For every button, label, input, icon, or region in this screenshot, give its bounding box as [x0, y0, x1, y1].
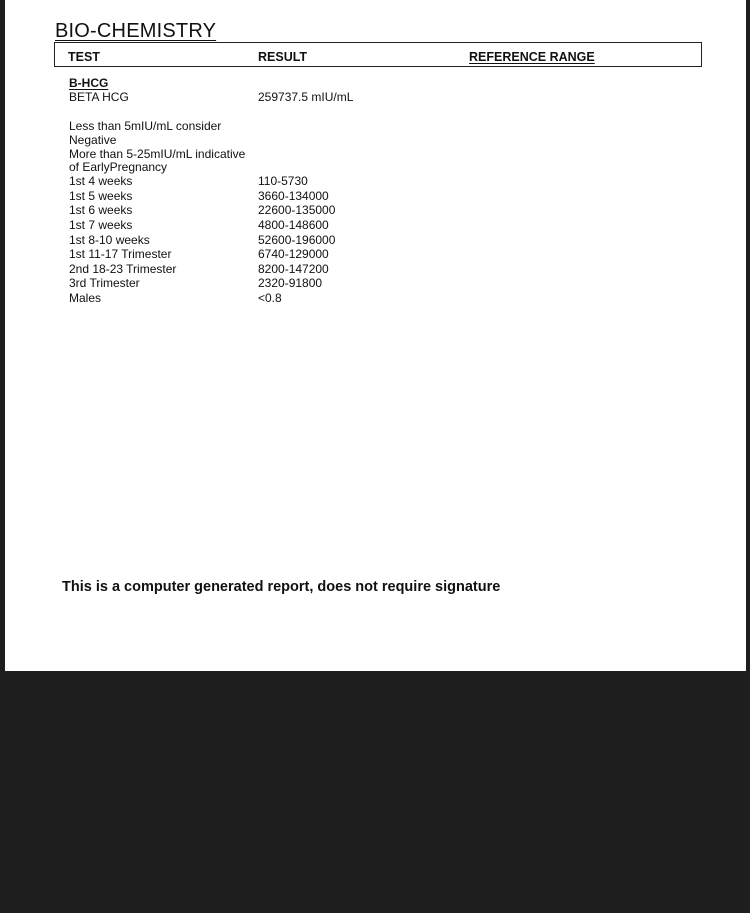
reference-row-label: 1st 7 weeks — [69, 218, 133, 232]
reference-row-label: 1st 4 weeks — [69, 174, 133, 188]
test-result: 259737.5 mIU/mL — [258, 90, 354, 104]
reference-row-label: 1st 11-17 Trimester — [69, 247, 172, 261]
reference-row-label: 1st 5 weeks — [69, 189, 133, 203]
reference-row-label: 1st 6 weeks — [69, 203, 133, 217]
test-group-title: B-HCG — [69, 76, 109, 90]
reference-row-range: <0.8 — [258, 291, 282, 305]
reference-row-label: 1st 8-10 weeks — [69, 233, 150, 247]
column-header-test: TEST — [68, 50, 100, 64]
interpretation-line: Less than 5mIU/mL consider — [69, 119, 222, 133]
interpretation-line: Negative — [69, 133, 117, 147]
reference-row-range: 110-5730 — [258, 174, 308, 188]
reference-row-range: 6740-129000 — [258, 247, 329, 261]
reference-row-range: 4800-148600 — [258, 218, 329, 232]
column-header-result: RESULT — [258, 50, 308, 64]
footer-note: This is a computer generated report, does not require signature — [62, 579, 501, 595]
interpretation-line: More than 5-25mIU/mL indicative — [69, 147, 246, 161]
reference-row-range: 2320-91800 — [258, 276, 323, 290]
reference-row-label: 3rd Trimester — [69, 276, 140, 290]
test-name: BETA HCG — [69, 90, 129, 104]
reference-row-range: 22600-135000 — [258, 203, 336, 217]
reference-row-range: 3660-134000 — [258, 189, 329, 203]
reference-row-range: 52600-196000 — [258, 233, 336, 247]
column-header-reference-range: REFERENCE RANGE — [469, 50, 595, 64]
table-header — [54, 42, 702, 67]
interpretation-line: of EarlyPregnancy — [69, 160, 168, 174]
reference-row-label: 2nd 18-23 Trimester — [69, 262, 177, 276]
reference-row-label: Males — [69, 291, 102, 305]
section-title: BIO-CHEMISTRY — [55, 20, 217, 42]
report-page — [5, 0, 746, 671]
reference-row-range: 8200-147200 — [258, 262, 329, 276]
